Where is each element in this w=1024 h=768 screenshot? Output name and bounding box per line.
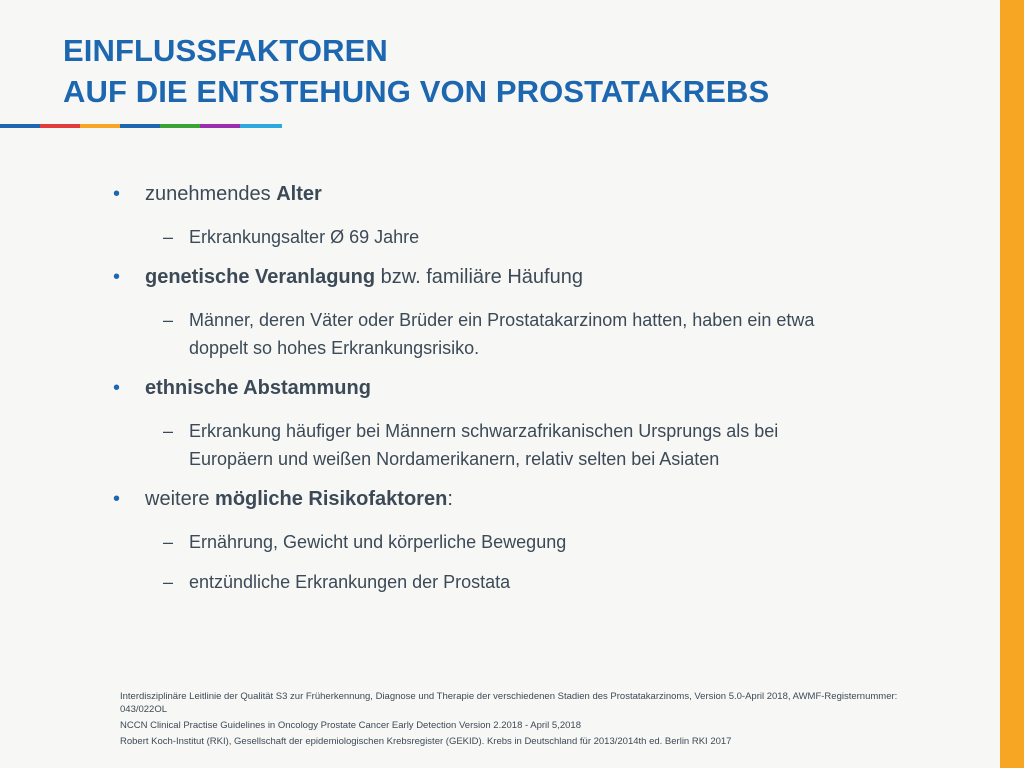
sub-item-line: Erkrankung häufiger bei Männern schwarzafrikanischen Ursprungs als bei: [189, 421, 779, 441]
sub-item: [110, 417, 910, 473]
stripe-segment: [0, 124, 40, 128]
bullet-marker: •: [113, 488, 121, 510]
sub-item: [110, 568, 910, 596]
title-line-1: EINFLUSSFAKTOREN: [63, 33, 388, 68]
sub-item: [110, 223, 910, 251]
bullet-item: • weitere mögliche Risikofaktoren:: [110, 485, 910, 513]
bullet-marker: •: [113, 377, 121, 399]
reference-1: Interdisziplinäre Leitlinie der Qualität S3 zur Früherkennung, Diagnose und Therapie der verschiedenen Stadien des Prostatakarzinoms, Version 5.0-April 2018, AWMF-Registernummer: 043/022OL: [120, 691, 898, 715]
reference-3: Robert Koch-Institut (RKI), Gesellschaft der epidemiologischen Krebsregister (GEKID). Krebs in Deutschland für 2013/2014th ed. Berlin RKI 2017: [120, 736, 732, 747]
stripe-segment: [80, 124, 120, 128]
bullet-marker: •: [113, 183, 121, 205]
dash-marker: –: [163, 227, 174, 247]
bullet-item: • ethnische Abstammung: [110, 374, 910, 402]
sub-item-line: Erkrankungsalter Ø 69 Jahre: [189, 227, 420, 247]
stripe-segment: [160, 124, 200, 128]
sub-item-line: entzündliche Erkrankungen der Prostata: [189, 572, 511, 592]
dash-marker: –: [163, 421, 174, 441]
bullet-item: • genetische Veranlagung bzw. familiäre Häufung: [110, 263, 910, 291]
dash-marker: –: [163, 572, 174, 592]
dash-marker: –: [163, 532, 174, 552]
slide-title: [63, 30, 769, 112]
bullet-list: [110, 180, 910, 610]
sub-item-line: Ernährung, Gewicht und körperliche Bewegung: [189, 532, 567, 552]
bullet-marker: •: [113, 266, 121, 288]
sub-item-line: Europäern und weißen Nordamerikanern, relativ selten bei Asiaten: [189, 449, 720, 469]
title-line-2: AUF DIE ENTSTEHUNG VON PROSTATAKREBS: [63, 74, 770, 109]
references-footer: [120, 690, 950, 751]
color-stripe: [0, 124, 282, 128]
sub-item-line: Männer, deren Väter oder Brüder ein Prostatakarzinom hatten, haben ein etwa: [189, 310, 815, 330]
sub-item-line: doppelt so hohes Erkrankungsrisiko.: [189, 338, 480, 358]
stripe-segment: [40, 124, 80, 128]
dash-marker: –: [163, 310, 174, 330]
stripe-segment: [200, 124, 240, 128]
sub-item: [110, 306, 910, 362]
bullet-item: • zunehmendes Alter: [110, 180, 910, 208]
stripe-segment: [240, 124, 282, 128]
right-accent-bar: [1000, 0, 1024, 768]
reference-2: NCCN Clinical Practise Guidelines in Oncology Prostate Cancer Early Detection Version 2.2018 - April 5,2018: [120, 720, 581, 731]
stripe-segment: [120, 124, 160, 128]
sub-item: [110, 528, 910, 556]
